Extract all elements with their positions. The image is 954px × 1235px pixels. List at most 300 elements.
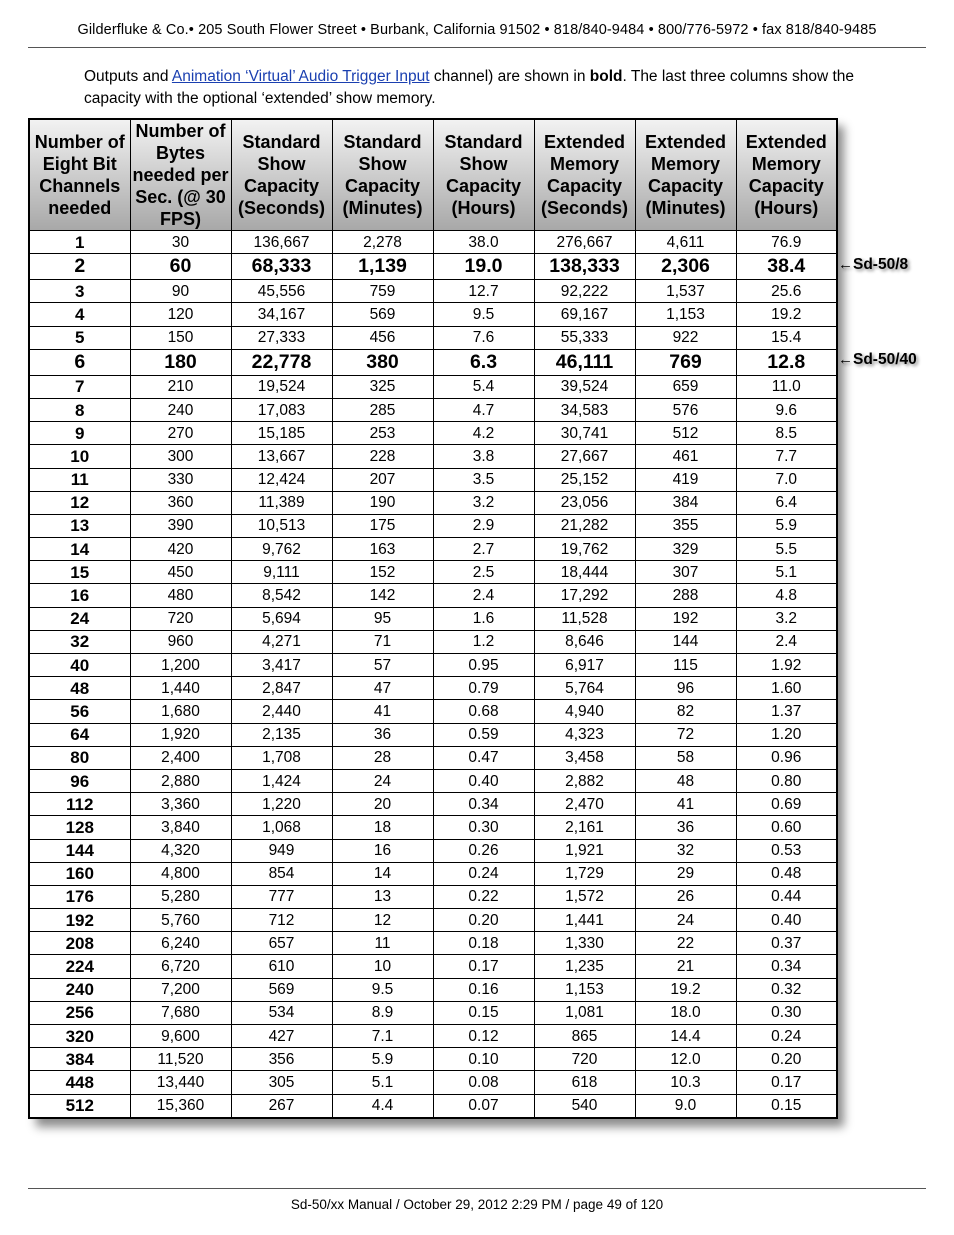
channel-count-cell: 80 bbox=[29, 746, 130, 769]
table-cell: 3,417 bbox=[231, 654, 332, 677]
table-cell: 9.6 bbox=[736, 398, 837, 421]
table-cell: 19.2 bbox=[736, 303, 837, 326]
table-cell: 11 bbox=[332, 932, 433, 955]
table-cell: 152 bbox=[332, 561, 433, 584]
table-cell: 759 bbox=[332, 280, 433, 303]
table-row bbox=[29, 654, 837, 677]
table-cell: 865 bbox=[534, 1025, 635, 1048]
table-cell: 0.95 bbox=[433, 654, 534, 677]
table-cell: 30,741 bbox=[534, 422, 635, 445]
channel-count-cell: 10 bbox=[29, 445, 130, 468]
channel-count-cell: 384 bbox=[29, 1048, 130, 1071]
table-cell: 325 bbox=[332, 375, 433, 398]
intro-bold-word: bold bbox=[589, 68, 623, 85]
table-cell: 175 bbox=[332, 514, 433, 537]
model-note-label: Sd-50/40 bbox=[853, 351, 917, 369]
table-cell: 0.53 bbox=[736, 839, 837, 862]
table-cell: 569 bbox=[231, 978, 332, 1001]
column-header: Extended Memory Capacity (Hours) bbox=[736, 119, 837, 231]
table-row bbox=[29, 1071, 837, 1094]
table-row bbox=[29, 1025, 837, 1048]
animation-trigger-link[interactable]: Animation ‘Virtual’ Audio Trigger Input bbox=[171, 68, 430, 85]
table-cell: 569 bbox=[332, 303, 433, 326]
table-row bbox=[29, 793, 837, 816]
table-cell: 0.20 bbox=[433, 909, 534, 932]
table-cell: 8.9 bbox=[332, 1001, 433, 1024]
table-cell: 4.4 bbox=[332, 1094, 433, 1118]
table-cell: 0.22 bbox=[433, 885, 534, 908]
table-cell: 0.69 bbox=[736, 793, 837, 816]
table-cell: 8.5 bbox=[736, 422, 837, 445]
table-cell: 1,424 bbox=[231, 769, 332, 792]
table-cell: 1,537 bbox=[635, 280, 736, 303]
table-cell: 2,278 bbox=[332, 231, 433, 254]
table-row bbox=[29, 932, 837, 955]
table-cell: 3.8 bbox=[433, 445, 534, 468]
table-cell: 19.0 bbox=[433, 254, 534, 280]
channel-count-cell: 512 bbox=[29, 1094, 130, 1118]
channel-count-cell: 64 bbox=[29, 723, 130, 746]
channel-count-cell: 224 bbox=[29, 955, 130, 978]
table-cell: 21,282 bbox=[534, 514, 635, 537]
table-cell: 769 bbox=[635, 349, 736, 375]
channel-count-cell: 128 bbox=[29, 816, 130, 839]
table-cell: 0.10 bbox=[433, 1048, 534, 1071]
table-cell: 115 bbox=[635, 654, 736, 677]
table-cell: 24 bbox=[332, 769, 433, 792]
table-cell: 144 bbox=[635, 630, 736, 653]
table-cell: 28 bbox=[332, 746, 433, 769]
table-cell: 0.17 bbox=[736, 1071, 837, 1094]
page-header: Gilderfluke & Co.• 205 South Flower Street • Burbank, California 91502 • 818/840-9484 • 800/776-5972 • fax 818/840-9485 bbox=[77, 22, 877, 38]
table-cell: 380 bbox=[332, 349, 433, 375]
table-cell: 1,330 bbox=[534, 932, 635, 955]
table-cell: 13 bbox=[332, 885, 433, 908]
table-cell: 0.08 bbox=[433, 1071, 534, 1094]
table-row bbox=[29, 955, 837, 978]
table-cell: 0.80 bbox=[736, 769, 837, 792]
table-cell: 38.4 bbox=[736, 254, 837, 280]
table-cell: 610 bbox=[231, 955, 332, 978]
channel-count-cell: 6 bbox=[29, 349, 130, 375]
table-cell: 4,271 bbox=[231, 630, 332, 653]
table-cell: 456 bbox=[332, 326, 433, 349]
table-cell: 7,680 bbox=[130, 1001, 231, 1024]
capacity-table bbox=[28, 118, 838, 1119]
table-cell: 15,185 bbox=[231, 422, 332, 445]
table-header-row bbox=[29, 119, 837, 231]
table-cell: 420 bbox=[130, 538, 231, 561]
table-cell: 0.44 bbox=[736, 885, 837, 908]
table-cell: 10 bbox=[332, 955, 433, 978]
table-cell: 0.17 bbox=[433, 955, 534, 978]
table-cell: 12.8 bbox=[736, 349, 837, 375]
table-row bbox=[29, 816, 837, 839]
table-cell: 240 bbox=[130, 398, 231, 421]
model-note bbox=[838, 256, 908, 274]
table-cell: 207 bbox=[332, 468, 433, 491]
table-row bbox=[29, 839, 837, 862]
table-cell: 355 bbox=[635, 514, 736, 537]
table-cell: 22 bbox=[635, 932, 736, 955]
table-cell: 618 bbox=[534, 1071, 635, 1094]
table-cell: 10.3 bbox=[635, 1071, 736, 1094]
column-header: Number of Bytes needed per Sec. (@ 30 FPS) bbox=[130, 119, 231, 231]
table-cell: 2,306 bbox=[635, 254, 736, 280]
table-cell: 228 bbox=[332, 445, 433, 468]
table-cell: 96 bbox=[635, 677, 736, 700]
channel-count-cell: 1 bbox=[29, 231, 130, 254]
table-cell: 2.4 bbox=[736, 630, 837, 653]
table-cell: 2.4 bbox=[433, 584, 534, 607]
intro-paragraph bbox=[84, 66, 884, 110]
table-cell: 14.4 bbox=[635, 1025, 736, 1048]
table-row bbox=[29, 538, 837, 561]
table-cell: 120 bbox=[130, 303, 231, 326]
column-header: Standard Show Capacity (Seconds) bbox=[231, 119, 332, 231]
table-cell: 0.12 bbox=[433, 1025, 534, 1048]
table-cell: 57 bbox=[332, 654, 433, 677]
table-cell: 0.59 bbox=[433, 723, 534, 746]
table-row bbox=[29, 909, 837, 932]
table-cell: 2,880 bbox=[130, 769, 231, 792]
table-cell: 276,667 bbox=[534, 231, 635, 254]
channel-count-cell: 32 bbox=[29, 630, 130, 653]
table-cell: 72 bbox=[635, 723, 736, 746]
model-note-label: Sd-50/8 bbox=[853, 255, 909, 273]
table-row bbox=[29, 1094, 837, 1118]
table-cell: 3.2 bbox=[433, 491, 534, 514]
table-cell: 0.30 bbox=[736, 1001, 837, 1024]
table-cell: 180 bbox=[130, 349, 231, 375]
table-cell: 5.4 bbox=[433, 375, 534, 398]
channel-count-cell: 7 bbox=[29, 375, 130, 398]
table-cell: 307 bbox=[635, 561, 736, 584]
channel-count-cell: 96 bbox=[29, 769, 130, 792]
table-cell: 4,611 bbox=[635, 231, 736, 254]
table-cell: 0.15 bbox=[736, 1094, 837, 1118]
table-cell: 192 bbox=[635, 607, 736, 630]
table-cell: 0.40 bbox=[433, 769, 534, 792]
intro-text-1: Outputs and bbox=[84, 68, 172, 85]
table-cell: 576 bbox=[635, 398, 736, 421]
table-cell: 1,153 bbox=[635, 303, 736, 326]
table-cell: 659 bbox=[635, 375, 736, 398]
table-cell: 12 bbox=[332, 909, 433, 932]
table-cell: 419 bbox=[635, 468, 736, 491]
table-cell: 461 bbox=[635, 445, 736, 468]
table-cell: 2,400 bbox=[130, 746, 231, 769]
table-cell: 4.7 bbox=[433, 398, 534, 421]
table-cell: 0.34 bbox=[433, 793, 534, 816]
table-cell: 0.30 bbox=[433, 816, 534, 839]
table-cell: 7,200 bbox=[130, 978, 231, 1001]
table-cell: 9.5 bbox=[332, 978, 433, 1001]
table-cell: 330 bbox=[130, 468, 231, 491]
column-header: Extended Memory Capacity (Minutes) bbox=[635, 119, 736, 231]
table-cell: 6,917 bbox=[534, 654, 635, 677]
table-cell: 38.0 bbox=[433, 231, 534, 254]
table-cell: 11,528 bbox=[534, 607, 635, 630]
table-cell: 32 bbox=[635, 839, 736, 862]
table-cell: 1,680 bbox=[130, 700, 231, 723]
table-row bbox=[29, 231, 837, 254]
table-cell: 1,440 bbox=[130, 677, 231, 700]
model-note bbox=[838, 351, 917, 369]
table-cell: 0.96 bbox=[736, 746, 837, 769]
table-row bbox=[29, 349, 837, 375]
table-cell: 48 bbox=[635, 769, 736, 792]
table-cell: 7.6 bbox=[433, 326, 534, 349]
table-row bbox=[29, 491, 837, 514]
channel-count-cell: 112 bbox=[29, 793, 130, 816]
table-cell: 427 bbox=[231, 1025, 332, 1048]
table-cell: 1,139 bbox=[332, 254, 433, 280]
channel-count-cell: 160 bbox=[29, 862, 130, 885]
table-cell: 1,235 bbox=[534, 955, 635, 978]
table-cell: 76.9 bbox=[736, 231, 837, 254]
table-cell: 922 bbox=[635, 326, 736, 349]
table-cell: 1.20 bbox=[736, 723, 837, 746]
table-cell: 1,920 bbox=[130, 723, 231, 746]
table-cell: 16 bbox=[332, 839, 433, 862]
table-cell: 1,921 bbox=[534, 839, 635, 862]
table-cell: 3,840 bbox=[130, 816, 231, 839]
table-cell: 7.7 bbox=[736, 445, 837, 468]
table-cell: 9,600 bbox=[130, 1025, 231, 1048]
table-cell: 1,081 bbox=[534, 1001, 635, 1024]
table-cell: 2.9 bbox=[433, 514, 534, 537]
column-header: Number of Eight Bit Channels needed bbox=[29, 119, 130, 231]
channel-count-cell: 208 bbox=[29, 932, 130, 955]
table-cell: 356 bbox=[231, 1048, 332, 1071]
table-cell: 5.5 bbox=[736, 538, 837, 561]
table-cell: 12.7 bbox=[433, 280, 534, 303]
table-cell: 1,729 bbox=[534, 862, 635, 885]
table-cell: 0.07 bbox=[433, 1094, 534, 1118]
table-cell: 150 bbox=[130, 326, 231, 349]
table-row bbox=[29, 723, 837, 746]
table-cell: 26 bbox=[635, 885, 736, 908]
table-cell: 1.92 bbox=[736, 654, 837, 677]
table-row bbox=[29, 677, 837, 700]
column-header: Standard Show Capacity (Hours) bbox=[433, 119, 534, 231]
table-cell: 9.0 bbox=[635, 1094, 736, 1118]
table-cell: 9.5 bbox=[433, 303, 534, 326]
table-cell: 163 bbox=[332, 538, 433, 561]
channel-count-cell: 144 bbox=[29, 839, 130, 862]
table-cell: 253 bbox=[332, 422, 433, 445]
table-cell: 7.0 bbox=[736, 468, 837, 491]
table-cell: 1.60 bbox=[736, 677, 837, 700]
channel-count-cell: 240 bbox=[29, 978, 130, 1001]
table-row bbox=[29, 700, 837, 723]
table-cell: 2.5 bbox=[433, 561, 534, 584]
table-cell: 0.48 bbox=[736, 862, 837, 885]
table-cell: 2.7 bbox=[433, 538, 534, 561]
table-cell: 360 bbox=[130, 491, 231, 514]
table-row bbox=[29, 1048, 837, 1071]
table-cell: 4.2 bbox=[433, 422, 534, 445]
table-cell: 8,646 bbox=[534, 630, 635, 653]
table-cell: 11.0 bbox=[736, 375, 837, 398]
channel-count-cell: 9 bbox=[29, 422, 130, 445]
table-cell: 6.4 bbox=[736, 491, 837, 514]
table-cell: 720 bbox=[130, 607, 231, 630]
channel-count-cell: 15 bbox=[29, 561, 130, 584]
table-cell: 12,424 bbox=[231, 468, 332, 491]
table-cell: 480 bbox=[130, 584, 231, 607]
table-cell: 0.37 bbox=[736, 932, 837, 955]
table-cell: 20 bbox=[332, 793, 433, 816]
table-cell: 25,152 bbox=[534, 468, 635, 491]
table-cell: 1.37 bbox=[736, 700, 837, 723]
table-cell: 10,513 bbox=[231, 514, 332, 537]
table-cell: 15,360 bbox=[130, 1094, 231, 1118]
table-cell: 5.9 bbox=[736, 514, 837, 537]
table-cell: 4.8 bbox=[736, 584, 837, 607]
table-cell: 534 bbox=[231, 1001, 332, 1024]
table-cell: 0.24 bbox=[433, 862, 534, 885]
table-cell: 8,542 bbox=[231, 584, 332, 607]
table-cell: 0.79 bbox=[433, 677, 534, 700]
table-cell: 5,280 bbox=[130, 885, 231, 908]
table-cell: 949 bbox=[231, 839, 332, 862]
intro-text-2: channel) are shown in bbox=[429, 68, 590, 85]
table-cell: 285 bbox=[332, 398, 433, 421]
table-row bbox=[29, 280, 837, 303]
table-cell: 1.6 bbox=[433, 607, 534, 630]
channel-count-cell: 8 bbox=[29, 398, 130, 421]
table-cell: 11,520 bbox=[130, 1048, 231, 1071]
footer-rule bbox=[28, 1188, 926, 1189]
table-cell: 71 bbox=[332, 630, 433, 653]
table-cell: 6,720 bbox=[130, 955, 231, 978]
table-cell: 17,083 bbox=[231, 398, 332, 421]
table-cell: 29 bbox=[635, 862, 736, 885]
table-cell: 1.2 bbox=[433, 630, 534, 653]
table-cell: 210 bbox=[130, 375, 231, 398]
table-cell: 1,572 bbox=[534, 885, 635, 908]
table-cell: 4,800 bbox=[130, 862, 231, 885]
table-cell: 4,323 bbox=[534, 723, 635, 746]
table-cell: 720 bbox=[534, 1048, 635, 1071]
table-cell: 92,222 bbox=[534, 280, 635, 303]
table-cell: 5,694 bbox=[231, 607, 332, 630]
table-cell: 2,470 bbox=[534, 793, 635, 816]
table-cell: 22,778 bbox=[231, 349, 332, 375]
table-row bbox=[29, 398, 837, 421]
table-cell: 69,167 bbox=[534, 303, 635, 326]
table-cell: 13,440 bbox=[130, 1071, 231, 1094]
table-cell: 95 bbox=[332, 607, 433, 630]
table-cell: 390 bbox=[130, 514, 231, 537]
table-row bbox=[29, 607, 837, 630]
table-cell: 384 bbox=[635, 491, 736, 514]
channel-count-cell: 176 bbox=[29, 885, 130, 908]
table-row bbox=[29, 584, 837, 607]
table-cell: 5.9 bbox=[332, 1048, 433, 1071]
table-row bbox=[29, 769, 837, 792]
table-cell: 45,556 bbox=[231, 280, 332, 303]
table-cell: 712 bbox=[231, 909, 332, 932]
table-row bbox=[29, 885, 837, 908]
table-cell: 19,762 bbox=[534, 538, 635, 561]
channel-count-cell: 2 bbox=[29, 254, 130, 280]
table-cell: 36 bbox=[332, 723, 433, 746]
table-row bbox=[29, 862, 837, 885]
table-cell: 5.1 bbox=[736, 561, 837, 584]
table-cell: 1,153 bbox=[534, 978, 635, 1001]
table-row bbox=[29, 445, 837, 468]
table-cell: 18,444 bbox=[534, 561, 635, 584]
table-cell: 46,111 bbox=[534, 349, 635, 375]
table-cell: 19.2 bbox=[635, 978, 736, 1001]
header-rule bbox=[28, 47, 926, 48]
table-cell: 12.0 bbox=[635, 1048, 736, 1071]
table-cell: 21 bbox=[635, 955, 736, 978]
table-cell: 0.18 bbox=[433, 932, 534, 955]
table-cell: 41 bbox=[635, 793, 736, 816]
channel-count-cell: 448 bbox=[29, 1071, 130, 1094]
table-cell: 0.26 bbox=[433, 839, 534, 862]
table-cell: 82 bbox=[635, 700, 736, 723]
channel-count-cell: 14 bbox=[29, 538, 130, 561]
table-cell: 18.0 bbox=[635, 1001, 736, 1024]
table-cell: 657 bbox=[231, 932, 332, 955]
table-cell: 27,333 bbox=[231, 326, 332, 349]
table-cell: 0.34 bbox=[736, 955, 837, 978]
table-cell: 0.20 bbox=[736, 1048, 837, 1071]
table-cell: 305 bbox=[231, 1071, 332, 1094]
table-cell: 17,292 bbox=[534, 584, 635, 607]
table-row bbox=[29, 514, 837, 537]
table-cell: 36 bbox=[635, 816, 736, 839]
table-cell: 58 bbox=[635, 746, 736, 769]
table-cell: 190 bbox=[332, 491, 433, 514]
table-cell: 1,708 bbox=[231, 746, 332, 769]
table-cell: 777 bbox=[231, 885, 332, 908]
table-cell: 0.68 bbox=[433, 700, 534, 723]
column-header: Standard Show Capacity (Minutes) bbox=[332, 119, 433, 231]
table-cell: 14 bbox=[332, 862, 433, 885]
table-cell: 3,458 bbox=[534, 746, 635, 769]
table-cell: 9,762 bbox=[231, 538, 332, 561]
table-row bbox=[29, 422, 837, 445]
table-row bbox=[29, 375, 837, 398]
table-cell: 11,389 bbox=[231, 491, 332, 514]
table-cell: 19,524 bbox=[231, 375, 332, 398]
table-cell: 288 bbox=[635, 584, 736, 607]
table-cell: 34,583 bbox=[534, 398, 635, 421]
table-cell: 6,240 bbox=[130, 932, 231, 955]
channel-count-cell: 320 bbox=[29, 1025, 130, 1048]
table-cell: 2,882 bbox=[534, 769, 635, 792]
arrow-left-icon: ← bbox=[838, 255, 853, 273]
channel-count-cell: 11 bbox=[29, 468, 130, 491]
table-cell: 0.15 bbox=[433, 1001, 534, 1024]
channel-count-cell: 3 bbox=[29, 280, 130, 303]
table-cell: 960 bbox=[130, 630, 231, 653]
table-cell: 4,320 bbox=[130, 839, 231, 862]
table-cell: 142 bbox=[332, 584, 433, 607]
table-cell: 2,440 bbox=[231, 700, 332, 723]
table-cell: 2,161 bbox=[534, 816, 635, 839]
channel-count-cell: 13 bbox=[29, 514, 130, 537]
table-cell: 47 bbox=[332, 677, 433, 700]
table-cell: 0.24 bbox=[736, 1025, 837, 1048]
table-cell: 0.32 bbox=[736, 978, 837, 1001]
